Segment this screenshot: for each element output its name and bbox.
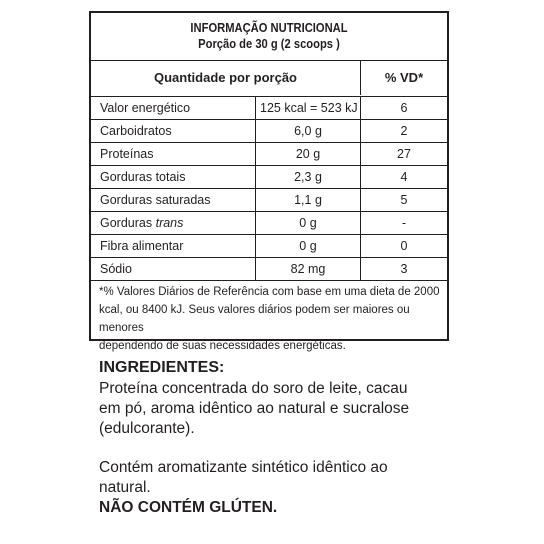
- flavor-line: Contém aromatizante sintético idêntico ao: [99, 459, 388, 476]
- nutrient-quantity: 0 g: [256, 235, 361, 257]
- column-header-vd: % VD*: [384, 70, 424, 85]
- footnote-line: kcal, ou 8400 kJ. Seus valores diários podem ser maiores ou menores: [99, 304, 410, 334]
- nutrient-name: Sódio: [91, 258, 256, 280]
- table-row: [91, 235, 447, 258]
- portion-size: Porção de 30 g (2 scoops ): [198, 36, 340, 51]
- table-row: [91, 258, 447, 281]
- nutrient-name: Fibra alimentar: [91, 235, 256, 257]
- flavor-statement: [99, 458, 459, 498]
- nutrient-vd: -: [401, 216, 407, 230]
- footnote-line: dependendo de suas necessidades energéticas.: [99, 340, 346, 352]
- table-row: [91, 212, 447, 235]
- ingredients-list: [99, 379, 459, 439]
- table-row: [91, 97, 447, 120]
- nutrient-vd: 6: [400, 101, 408, 115]
- nutrient-vd: 2: [400, 124, 408, 138]
- column-header-row: [91, 61, 447, 97]
- column-header-quantity: Quantidade por porção: [91, 61, 361, 95]
- ingredients-line: em pó, aroma idêntico ao natural e sucralose: [99, 400, 410, 417]
- ingredients-line: (edulcorante).: [99, 420, 195, 437]
- ingredients-line: Proteína concentrada do soro de leite, cacau: [99, 380, 408, 397]
- table-row: [91, 166, 447, 189]
- nutrient-quantity: 1,1 g: [256, 189, 361, 211]
- daily-value-footnote: [99, 283, 441, 355]
- nutrient-rows: [91, 97, 447, 281]
- nutrition-table: [89, 11, 449, 352]
- nutrient-vd: 5: [400, 193, 408, 207]
- flavor-line: natural.: [99, 479, 151, 496]
- nutrient-vd: 0: [400, 239, 408, 253]
- ingredients-section: [99, 358, 459, 518]
- nutrient-name: Valor energético: [91, 97, 256, 119]
- nutrient-quantity: 82 mg: [256, 258, 361, 280]
- nutrient-name: Gorduras totais: [91, 166, 256, 188]
- nutrient-quantity: 0 g: [256, 212, 361, 234]
- nutrient-vd: 4: [400, 170, 408, 184]
- nutrient-quantity: 125 kcal = 523 kJ: [256, 97, 361, 119]
- nutrient-name-italic: trans: [155, 216, 184, 230]
- nutrient-vd: 3: [400, 262, 408, 276]
- nutrient-quantity: 20 g: [256, 143, 361, 165]
- table-row: [91, 189, 447, 212]
- nutrition-header: [91, 13, 447, 61]
- nutrient-vd: 27: [397, 147, 411, 161]
- nutrition-title: INFORMAÇÃO NUTRICIONAL: [190, 20, 348, 35]
- nutrient-quantity: 2,3 g: [256, 166, 361, 188]
- nutrient-name: Carboidratos: [91, 120, 256, 142]
- nutrient-name: Gorduras saturadas: [91, 189, 256, 211]
- nutrient-name: Proteínas: [91, 143, 256, 165]
- ingredients-title: INGREDIENTES:: [99, 359, 225, 376]
- table-row: [91, 120, 447, 143]
- table-row: [91, 143, 447, 166]
- gluten-statement: NÃO CONTÉM GLÚTEN.: [99, 499, 278, 516]
- nutrient-name: Gorduras trans: [91, 212, 256, 234]
- footnote-line: *% Valores Diários de Referência com base em uma dieta de 2000: [99, 286, 440, 298]
- nutrient-quantity: 6,0 g: [256, 120, 361, 142]
